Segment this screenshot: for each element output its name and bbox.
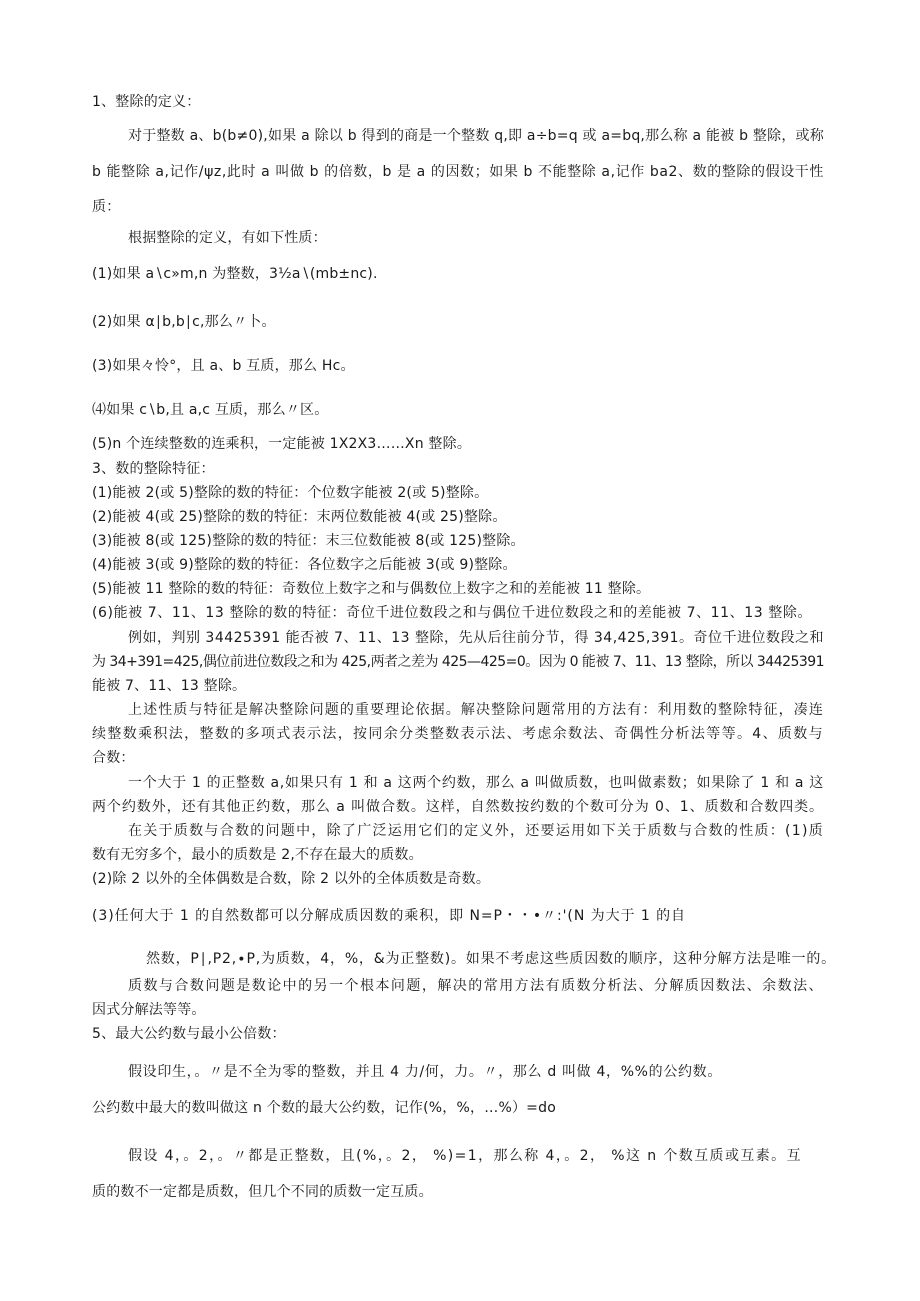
text-line: ⑷如果 c∖b,且 a,c 互质，那么〃区。 [92, 402, 329, 418]
text-line: (5)n 个连续整数的连乘积，一定能被 1X2X3……Xn 整除。 [92, 436, 472, 452]
text-line: 为 34+391=425,偶位前进位数段之和为 425,两者之差为 425—425=0。因为 0 能被 7、11、13 整除，所以 34425391 [92, 654, 824, 670]
text-line: 1、整除的定义： [92, 94, 201, 110]
text-line: 例如，判别 34425391 能否被 7、11、13 整除，先从后往前分节，得 34,425,391。奇位千进位数段之和 [128, 630, 824, 646]
text-line: 数有无穷多个，最小的质数是 2,不存在最大的质数。 [92, 847, 423, 863]
text-line: (3)任何大于 1 的自然数都可以分解成质因数的乘积，即 N=P・・•〃:'(N 为大于 1 的自 [92, 908, 686, 924]
text-line: 能被 7、11、13 整除。 [92, 678, 247, 694]
text-line: (6)能被 7、11、13 整除的数的特征：奇位千进位数段之和与偶位千进位数段之和的差能被 7、11、13 整除。 [92, 605, 812, 621]
text-line: (3)如果々怜°，且 a、b 互质，那么 Hc。 [92, 358, 355, 374]
text-line: 续整数乘积法，整数的多项式表示法，按同余分类整数表示法、考虑余数法、奇偶性分析法等等。4、质数与 [92, 726, 824, 742]
text-line: (2)除 2 以外的全体偶数是合数，除 2 以外的全体质数是奇数。 [92, 871, 491, 887]
text-line: 然数，P∣,P2,∙P,为质数，4，%，&为正整数)。如果不考虑这些质因数的顺序，这种分解方法是唯一的。 [146, 951, 836, 967]
text-line: 两个约数外，还有其他正约数，那么 a 叫做合数。这样，自然数按约数的个数可分为 0、1、质数和合数四类。 [92, 799, 824, 815]
text-line: (1)能被 2(或 5)整除的数的特征：个位数字能被 2(或 5)整除。 [92, 485, 489, 501]
text-line: 质数与合数问题是数论中的另一个根本问题，解决的常用方法有质数分析法、分解质因数法、余数法、 [128, 978, 824, 994]
text-line: (4)能被 3(或 9)整除的数的特征：各位数字之后能被 3(或 9)整除。 [92, 557, 517, 573]
text-line: (1)如果 a∖c»m,n 为整数，3½a∖(mb±nc). [92, 266, 378, 282]
text-line: 上述性质与特征是解决整除问题的重要理论依据。解决整除问题常用的方法有：利用数的整除特征，凑连 [128, 702, 824, 718]
text-line: (5)能被 11 整除的数的特征：奇数位上数字之和与偶数位上数字之和的差能被 11 整除。 [92, 581, 651, 597]
text-line: 质： [92, 199, 121, 215]
text-line: 假设 4，。2，。〃都是正整数，且(%，。2， %)=1，那么称 4，。2， %这 n 个数互质或互素。互 [128, 1148, 802, 1164]
text-line: 假设印生，。〃是不全为零的整数，并且 4 力/何，力。〃，那么 d 叫做 4，%%的公约数。 [128, 1064, 722, 1080]
text-line: 3、数的整除特征： [92, 461, 215, 477]
text-line: 在关于质数与合数的问题中，除了广泛运用它们的定义外，还要运用如下关于质数与合数的性质：(1)质 [128, 823, 824, 839]
text-line: (2)能被 4(或 25)整除的数的特征：末两位数能被 4(或 25)整除。 [92, 509, 507, 525]
text-line: 公约数中最大的数叫做这 n 个数的最大公约数，记作(%，%，…%）=do [92, 1100, 556, 1116]
text-line: 5、最大公约数与最小公倍数： [92, 1026, 286, 1042]
text-line: (2)如果 α∣b,b∣c,那么〃卜。 [92, 314, 276, 330]
text-line: 质的数不一定都是质数，但几个不同的质数一定互质。 [92, 1184, 433, 1200]
text-line: 对于整数 a、b(b≠0),如果 a 除以 b 得到的商是一个整数 q,即 a÷b=q 或 a=bq,那么称 a 能被 b 整除，或称 [128, 128, 824, 144]
text-line: 根据整除的定义，有如下性质： [128, 230, 327, 246]
text-line: 合数： [92, 750, 135, 766]
text-line: 一个大于 1 的正整数 a,如果只有 1 和 a 这两个约数，那么 a 叫做质数，也叫做素数；如果除了 1 和 a 这 [128, 775, 824, 791]
text-line: (3)能被 8(或 125)整除的数的特征：末三位数能被 8(或 125)整除。 [92, 533, 525, 549]
text-line: b 能整除 a,记作/ψz,此时 a 叫做 b 的倍数，b 是 a 的因数；如果 b 不能整除 a,记作 ba2、数的整除的假设干性 [92, 164, 824, 180]
text-line: 因式分解法等等。 [92, 1002, 206, 1018]
